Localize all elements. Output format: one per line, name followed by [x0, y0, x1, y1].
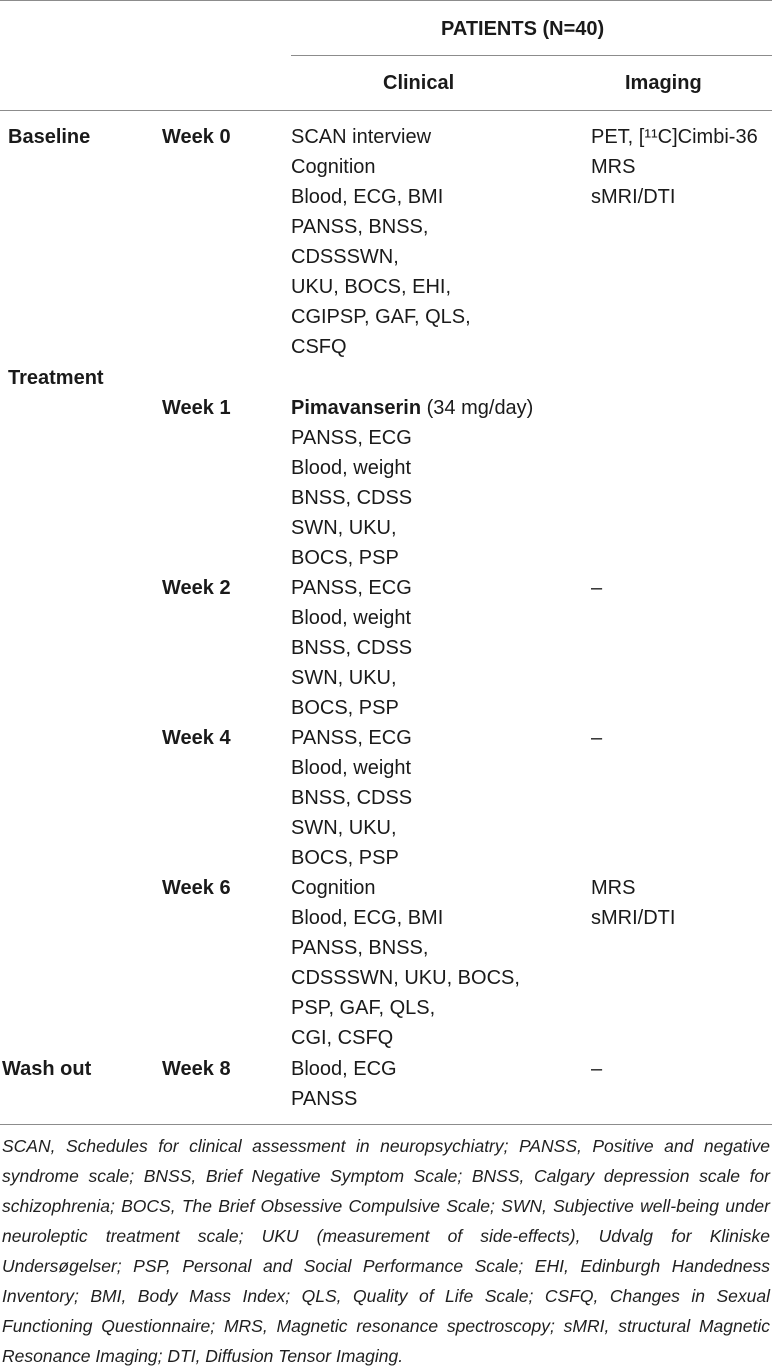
- week-6-imaging-cell: [591, 873, 675, 933]
- clinical-item: SWN, UKU,: [291, 817, 397, 839]
- clinical-item: PSP, GAF, QLS,: [291, 997, 436, 1019]
- week-2-label: Week 2: [162, 577, 231, 599]
- clinical-item: BOCS, PSP: [291, 697, 399, 719]
- drug-name: Pimavanserin: [291, 397, 422, 419]
- table-footnote: SCAN, Schedules for clinical assessment in neuropsychiatry; PANSS, Positive and negative syndrome scale; BNSS, Brief Negative Symptom Scale; BNSS, Calgary depression scale for schizophrenia; BOCS, The Brief Obsessive Compulsive Scale; SWN, Subjective well-being under neuroleptic treatment scale; UKU (measurement of side-effects), Udvalg for Kliniske Undersøgelser; PSP, Personal and Social Performance Scale; EHI, Edinburgh Handedness Inventory; BMI, Body Mass Index; QLS, Quality of Life Scale; CSFQ, Changes in Sexual Functioning Questionnaire; MRS, Magnetic resonance spectroscopy; sMRI, structural Magnetic Resonance Imaging; DTI, Diffusion Tensor Imaging.: [2, 1136, 770, 1366]
- clinical-item: Cognition: [291, 156, 376, 178]
- clinical-item: SWN, UKU,: [291, 517, 397, 539]
- drug-line: [291, 393, 533, 423]
- table-bottom-rule: [0, 1124, 772, 1125]
- clinical-item: CGIPSP, GAF, QLS,: [291, 306, 471, 328]
- clinical-item: Blood, ECG: [291, 1058, 397, 1080]
- clinical-item: BOCS, PSP: [291, 847, 399, 869]
- clinical-item: CGI, CSFQ: [291, 1027, 394, 1049]
- imaging-item: PET, [¹¹C]Cimbi-36: [591, 126, 758, 148]
- imaging-item: –: [591, 1058, 603, 1080]
- period-baseline: Baseline: [8, 126, 91, 148]
- clinical-item: PANSS, ECG: [291, 727, 412, 749]
- header-bottom-rule: [0, 110, 772, 111]
- clinical-item: Blood, weight: [291, 757, 412, 779]
- clinical-item: PANSS: [291, 1088, 358, 1110]
- clinical-item: PANSS, ECG: [291, 577, 412, 599]
- period-wash-out: Wash out: [2, 1058, 92, 1080]
- clinical-item: BOCS, PSP: [291, 547, 399, 569]
- clinical-item: Blood, ECG, BMI: [291, 186, 444, 208]
- imaging-item: –: [591, 727, 603, 749]
- clinical-item: Cognition: [291, 877, 376, 899]
- group-header-rule: [291, 55, 772, 56]
- week-0-imaging-cell: [591, 122, 758, 212]
- week-8-imaging-cell: [591, 1054, 602, 1084]
- clinical-item: BNSS, CDSS: [291, 637, 413, 659]
- week-2-imaging-cell: [591, 573, 602, 603]
- week-1-label: Week 1: [162, 397, 231, 419]
- week-8-clinical-cell: [291, 1054, 397, 1114]
- week-4-imaging-cell: [591, 723, 602, 753]
- clinical-item: Blood, ECG, BMI: [291, 907, 444, 929]
- clinical-item: Blood, weight: [291, 607, 412, 629]
- clinical-item: PANSS, BNSS,: [291, 937, 429, 959]
- week-1-clinical-cell: [291, 393, 533, 573]
- week-6-clinical-cell: [291, 873, 520, 1053]
- clinical-item: CDSSSWN,: [291, 246, 399, 268]
- clinical-item: BNSS, CDSS: [291, 487, 413, 509]
- clinical-item: PANSS, ECG: [291, 427, 412, 449]
- imaging-item: MRS: [591, 156, 636, 178]
- week-6-label: Week 6: [162, 877, 231, 899]
- clinical-item: SWN, UKU,: [291, 667, 397, 689]
- clinical-item: Blood, weight: [291, 457, 412, 479]
- clinical-item: SCAN interview: [291, 126, 432, 148]
- imaging-item: sMRI/DTI: [591, 907, 676, 929]
- imaging-item: –: [591, 577, 603, 599]
- imaging-item: sMRI/DTI: [591, 186, 676, 208]
- clinical-item: PANSS, BNSS,: [291, 216, 429, 238]
- clinical-column-header: Clinical: [383, 72, 455, 94]
- period-treatment: Treatment: [8, 367, 104, 389]
- clinical-item: CSFQ: [291, 336, 347, 358]
- week-4-label: Week 4: [162, 727, 231, 749]
- week-0-label: Week 0: [162, 126, 231, 148]
- table-top-rule: [0, 0, 772, 1]
- week-0-clinical-cell: [291, 122, 471, 362]
- week-8-label: Week 8: [162, 1058, 231, 1080]
- clinical-item: BNSS, CDSS: [291, 787, 413, 809]
- week-4-clinical-cell: [291, 723, 412, 873]
- drug-dose: (34 mg/day): [421, 397, 534, 419]
- clinical-item: UKU, BOCS, EHI,: [291, 276, 452, 298]
- patients-group-header: PATIENTS (N=40): [441, 18, 605, 40]
- imaging-column-header: Imaging: [625, 72, 702, 94]
- imaging-item: MRS: [591, 877, 636, 899]
- clinical-item: CDSSSWN, UKU, BOCS,: [291, 967, 520, 989]
- week-2-clinical-cell: [291, 573, 412, 723]
